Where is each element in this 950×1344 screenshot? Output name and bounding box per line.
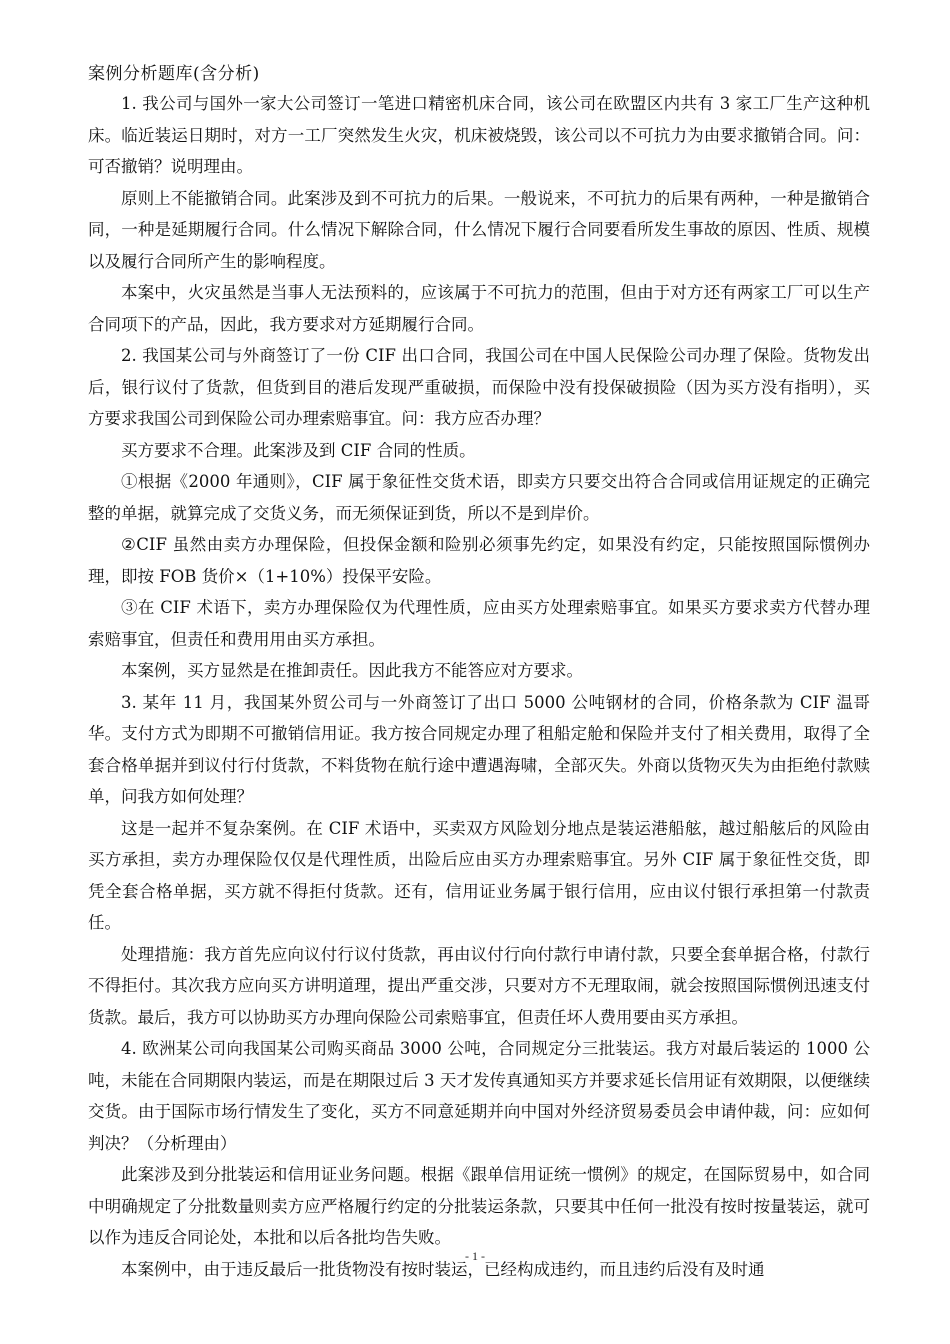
paragraph-case-2-question: 2. 我国某公司与外商签订了一份 CIF 出口合同，我国公司在中国人民保险公司办理了保险。货物发出后，银行议付了货款，但货到目的港后发现严重破损，而保险中没有投保破损险（因为买方没有指明），买方要求我国公司到保险公司办理索赔事宜。问：我方应否办理？: [88, 346, 870, 428]
document-title: 案例分析题库(含分析): [88, 64, 260, 84]
paragraph-case-1-question: 1. 我公司与国外一家大公司签订一笔进口精密机床合同，该公司在欧盟区内共有 3 家工厂生产这种机床。临近装运日期时，对方一工厂突然发生火灾，机床被烧毁，该公司以不可抗力为由要求撤销合同。问：可否撤销？说明理由。: [88, 94, 870, 176]
paragraph-case-1-answer: 原则上不能撤销合同。此案涉及到不可抗力的后果。一般说来，不可抗力的后果有两种，一种是撤销合同，一种是延期履行合同。什么情况下解除合同，什么情况下履行合同要看所发生事故的原因、性质、规模以及履行合同所产生的影响程度。: [88, 188, 870, 271]
paragraph-case-1-conclusion: 本案中，火灾虽然是当事人无法预料的，应该属于不可抗力的范围，但由于对方还有两家工厂可以生产合同项下的产品，因此，我方要求对方延期履行合同。: [88, 283, 870, 334]
paragraph-case-4-conclusion: 本案例中，由于违反最后一批货物没有按时装运，已经构成违约，而且违约后没有及时通: [121, 1259, 765, 1279]
paragraph-case-3-analysis: 这是一起并不复杂案例。在 CIF 术语中，买卖双方风险划分地点是装运港船舷，越过船舷后的风险由买方承担，卖方办理保险仅仅是代理性质，出险后应由买方办理索赔事宜。另外 CIF 属于象征性交货，即凭全套合格单据，买方就不得拒付货款。还有，信用证业务属于银行信用，应由议付银行承担第一付款责任。: [88, 818, 870, 932]
paragraph-case-3-measures: 处理措施：我方首先应向议付行议付货款，再由议付行向付款行申请付款，只要全套单据合格，付款行不得拒付。其次我方应向买方讲明道理，提出严重交涉，只要对方不无理取闹，就会按照国际惯例迅速支付货款。最后，我方可以协助买方办理向保险公司索赔事宜，但责任坏人费用要由买方承担。: [88, 944, 870, 1027]
paragraph-case-3-question: 3. 某年 11 月，我国某外贸公司与一外商签订了出口 5000 公吨钢材的合同，价格条款为 CIF 温哥华。支付方式为即期不可撤销信用证。我方按合同规定办理了租船定舱和保险并支付了相关费用，取得了全套合格单据并到议付行付货款，不料货物在航行途中遭遇海啸，全部灭失。外商以货物灭失为由拒绝付款赎单，问我方如何处理？: [88, 692, 870, 806]
paragraph-case-4-analysis: 此案涉及到分批装运和信用证业务问题。根据《跟单信用证统一惯例》的规定，在国际贸易中，如合同中明确规定了分批数量则卖方应严格履行约定的分批装运条款，只要其中任何一批没有按时按量装运，就可以作为违反合同论处，本批和以后各批均告失败。: [88, 1165, 870, 1247]
document-body: [88, 88, 870, 1285]
paragraph-case-2-point-2: ②CIF 虽然由卖方办理保险，但投保金额和险别必须事先约定，如果没有约定，只能按照国际惯例办理，即按 FOB 货价×（1+10%）投保平安险。: [88, 535, 870, 586]
paragraph-case-2-point-1: ①根据《2000 年通则》，CIF 属于象征性交货术语，即卖方只要交出符合合同或信用证规定的正确完整的单据，就算完成了交货义务，而无须保证到货，所以不是到岸价。: [88, 472, 870, 523]
paragraph-case-2-point-3: ③在 CIF 术语下，卖方办理保险仅为代理性质，应由买方处理索赔事宜。如果买方要求卖方代替办理索赔事宜，但责任和费用用由买方承担。: [88, 598, 870, 649]
paragraph-case-2-conclusion: 本案例，买方显然是在推卸责任。因此我方不能答应对方要求。: [121, 661, 583, 680]
paragraph-case-4-question: 4. 欧洲某公司向我国某公司购买商品 3000 公吨，合同规定分三批装运。我方对最后装运的 1000 公吨，未能在合同期限内装运，而是在期限过后 3 天才发传真通知买方并要求延长信用证有效期限，以便继续交货。由于国际市场行情发生了变化，买方不同意延期并向中国对外经济贸易委员会申请仲裁，问：应如何判决？（分析理由）: [88, 1039, 870, 1153]
paragraph-case-2-answer: 买方要求不合理。此案涉及到 CIF 合同的性质。: [121, 440, 476, 460]
page-number: - 1 -: [465, 1249, 485, 1263]
